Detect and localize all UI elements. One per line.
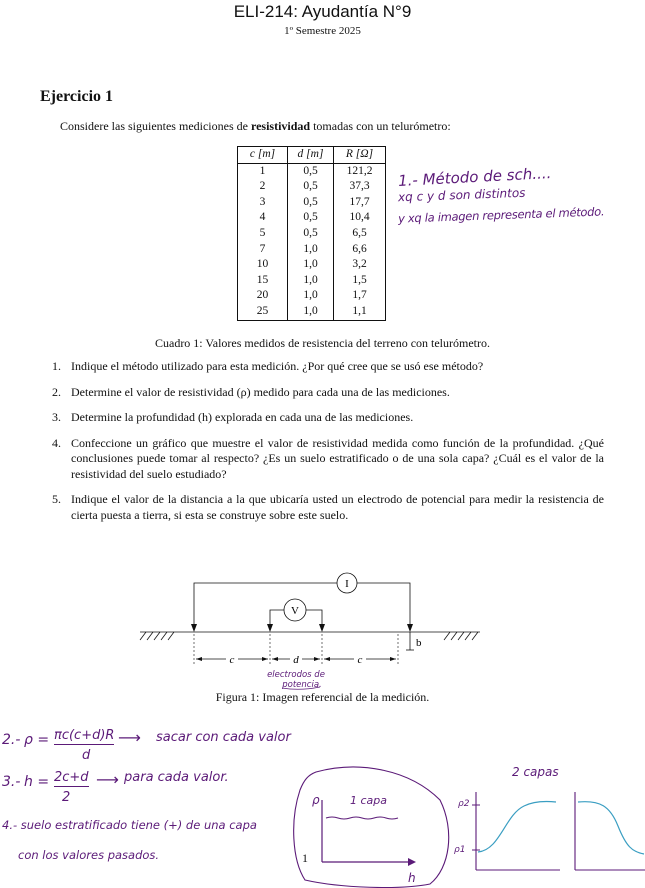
hw-eq2-lhs: ρ = [24,732,50,748]
page-subtitle: 1º Semestre 2025 [284,25,361,37]
table-row [238,210,386,226]
table-caption: Cuadro 1: Valores medidos de resistencia del terreno con telurómetro. [154,336,490,350]
hw-plot1-curve-label: 1 capa [350,794,388,807]
hw-plot2-title: 2 capas [512,765,559,779]
hw-note4-line1: 4.- suelo estratificado tiene (+) de una capa [2,818,257,832]
table-cell: 0,5 [288,210,334,226]
hw-eq2-arrow-text: sacar con cada valor [156,730,291,745]
table-cell: 1,1 [334,304,386,320]
table-cell: 3,2 [334,257,386,273]
hw-plot2a-curve [478,801,556,852]
hw-eq2-numerator: πc(c+d)R [54,728,115,743]
header-d: d [m] [288,147,334,164]
hw-plot1-corner: 1 [302,851,308,865]
table-row [238,273,386,289]
question-item: 3. Determine la profundidad (h) explorada en cada una de las mediciones. [52,410,414,424]
label-current: I [345,578,349,590]
hw-electrodes-line2: potencia. [282,680,322,690]
table-cell: 2 [238,179,288,195]
table-row [238,257,386,273]
table-row [238,163,386,179]
table-cell: 6,6 [334,242,386,258]
table-cell: 1,0 [288,273,334,289]
table-cell: 17,7 [334,195,386,211]
label-voltage: V [291,605,299,617]
table-cell: 1,0 [288,242,334,258]
figure-caption: Figura 1: Imagen referencial de la medición. [215,690,430,704]
hw-eq3-numerator: 2c+d [54,770,89,785]
label-c-left: c [229,654,235,666]
hw-plot1-ylabel: ρ [312,793,320,807]
question-item: 4. Confeccione un gráfico que muestre el valor de resistividad medida como función de la profundidad. ¿Qué conclusiones puede tomar al respecto? ¿Es un suelo estratificado o de una sola capa? ¿Cuál es el valor de la resistividad del suelo estudiado? [52,435,604,481]
hw-eq3-arrow-text: para cada valor. [124,770,229,785]
table-cell: 5 [238,226,288,242]
hw-eq3-denominator: 2 [62,790,71,805]
hw-blob-outline [294,767,449,887]
hw-eq3-arrow-icon: ⟶ [96,770,119,789]
table-cell: 10,4 [334,210,386,226]
label-c-right: c [357,654,363,666]
hw-eq3-lhs: h = [24,774,50,790]
measurement-diagram [0,560,645,690]
table-cell: 0,5 [288,163,334,179]
table-row [238,304,386,320]
measurements-table [237,146,386,321]
label-d: d [293,654,299,666]
table-cell: 121,2 [334,163,386,179]
ground-hatch-right [444,632,478,640]
table-cell: 4 [238,210,288,226]
table-cell: 1,0 [288,304,334,320]
table-row [238,288,386,304]
table-cell: 1,5 [334,273,386,289]
hw-eq2-denominator: d [82,748,91,763]
hw-plot2b-curve [578,802,644,854]
intro-bold: resistividad [250,119,311,133]
section-title: Ejercicio 1 [40,88,114,105]
table-cell: 25 [238,304,288,320]
table-cell: 1,7 [334,288,386,304]
question-item: 1. Indique el método utilizado para esta medición. ¿Por qué cree que se usó ese método? [52,359,484,373]
table-cell: 15 [238,273,288,289]
question-item: 5. Indique el valor de la distancia a la que ubicaría usted un electrodo de potencial para medir la resistencia de cierta puesta a tierra, si esta se construye sobre este suelo. [52,492,604,522]
table-cell: 1,0 [288,257,334,273]
hw-note1-line3: y xq la imagen representa el método. [397,204,605,226]
question-item: 2. Determine el valor de resistividad (ρ) medido para cada una de las mediciones. [52,384,450,399]
table-cell: 1,0 [288,288,334,304]
header-r: R [Ω] [334,147,386,164]
hw-eq3-prefix: 3.- [2,774,21,790]
question-list [52,359,604,533]
table-cell: 20 [238,288,288,304]
table-row [238,195,386,211]
table-cell: 0,5 [288,226,334,242]
hw-electrodes-line1: electrodos de [267,670,325,680]
electrodes [191,624,413,632]
hw-plot1-xlabel: h [408,871,416,885]
table-row [238,179,386,195]
table-row [238,242,386,258]
label-b: b [416,637,422,649]
intro-text: Considere las siguientes mediciones de resistividad tomadas con un telurómetro: [60,119,451,133]
table-cell: 7 [238,242,288,258]
hw-eq2-arrow-icon: ⟶ [118,728,141,747]
table-cell: 37,3 [334,179,386,195]
table-cell: 1 [238,163,288,179]
header-c: c [m] [238,147,288,164]
hw-note1-line2: xq c y d son distintos [397,185,526,205]
hw-note4-line2: con los valores pasados. [18,848,160,862]
page-title: ELI-214: Ayudantía N°9 [233,2,412,21]
table-cell: 10 [238,257,288,273]
ground-hatch-left [140,632,174,640]
table-cell: 6,5 [334,226,386,242]
hw-eq2-prefix: 2.- [2,732,21,748]
hw-plot2-ybottom: ρ1 [454,845,466,855]
hw-plot2-ytop: ρ2 [458,799,470,809]
table-cell: 0,5 [288,195,334,211]
table-row [238,226,386,242]
table-cell: 0,5 [288,179,334,195]
table-cell: 3 [238,195,288,211]
hw-note1-line1: 1.- Método de sch.... [397,163,552,191]
